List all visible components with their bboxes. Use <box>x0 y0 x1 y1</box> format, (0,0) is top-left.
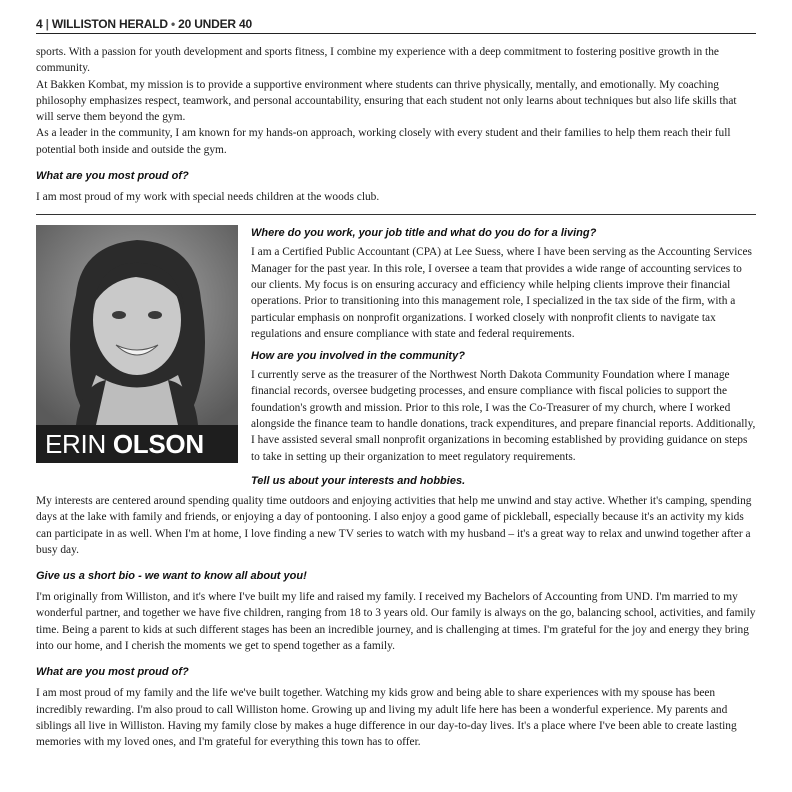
question-heading: What are you most proud of? <box>36 666 189 679</box>
answer-text: I'm originally from Williston, and it's where I've built my life and raised my family. I received my Bachelors of Accounting from UND. I'm married to my wonderful partner, and together we have five children, ranging from 18 to 3 years old. Our family is always on the go, balancing school, activities, and family time. Being a parent to kids at such different stages has been an incredible journey, and is challenging at times. I'm grateful for the joy and energy they bring into our home, and I cherish the moments we get to spend together as a family. <box>36 591 756 653</box>
page-number: 4 <box>36 17 43 31</box>
answer-text: I currently serve as the treasurer of the Northwest North Dakota Community Foundation where I manage financial records, oversee budgeting processes, and ensure compliance with fiscal policies to support the foundation's growth and mission. Prior to this role, I was the Co-Treasurer of my church, where I worked alongside the finance team to handle donations, track expenditures, and prepare financial reports. Additionally, I have assisted several small nonprofit organizations in becoming established by providing guidance on steps to take in setting up their organization to meet regulatory requirements. <box>251 369 756 463</box>
page-header: 4 | WILLISTON HERALD • 20 UNDER 40 <box>36 16 756 34</box>
answer-text: I am most proud of my work with special needs children at the woods club. <box>36 191 380 204</box>
profile-right-column <box>251 225 756 489</box>
answer-text: I am most proud of my family and the life we've built together. Watching my kids grow and being able to share experiences with my spouse has been incredibly rewarding. I'm also proud to call Williston home. Growing up and living my adult life here has been a wonderful experience. My parents and siblings all live in Williston. Having my family close by makes a huge difference in our day-to-day lives. It's a place where I've been able to create lasting memories with my loved ones, and I'm grateful for everything this town has to offer. <box>36 687 737 749</box>
name-label <box>36 425 238 463</box>
profile-photo <box>36 225 238 463</box>
page <box>36 16 756 751</box>
paragraph: At Bakken Kombat, my mission is to provide a supportive environment where students can thrive physically, mentally, and emotionally. My coaching philosophy emphasizes respect, teamwork, and personal accountability, ensuring that each student not only learns about techniques but also life skills that will serve them beyond the gym. <box>36 78 737 124</box>
question-heading: How are you involved in the community? <box>251 350 465 363</box>
question-heading: What are you most proud of? <box>36 170 189 183</box>
answer-text: I am a Certified Public Accountant (CPA) at Lee Suess, where I have been serving as the Accounting Services Manager for the past year. In this role, I oversee a team that provides a wide range of accounting services to our clients. My focus is on ensuring accuracy and efficiency while helping clients improve their financial operations. Prior to transitioning into this management role, I specialized in the tax side of the firm, with a particular emphasis on nonprofit organizations. I worked closely with nonprofit clients to navigate tax regulations and ensure compliance with state and federal requirements. <box>251 246 752 340</box>
first-name: ERIN <box>45 429 106 460</box>
paragraph: sports. With a passion for youth development and sports fitness, I combine my experience with a deep commitment to fostering positive growth in the community. <box>36 46 719 75</box>
section-name: 20 UNDER 40 <box>178 17 252 31</box>
section-divider <box>36 214 756 215</box>
question-heading: Give us a short bio - we want to know all about you! <box>36 570 307 583</box>
profile-full-width <box>36 493 756 751</box>
question-heading: Tell us about your interests and hobbies. <box>251 474 466 487</box>
paragraph: As a leader in the community, I am known for my hands-on approach, working closely with every student and their families to help them reach their full potential both inside and outside the gym. <box>36 127 731 156</box>
portrait-illustration <box>36 225 238 425</box>
previous-profile-continued <box>36 44 756 205</box>
question-heading: Where do you work, your job title and what do you do for a living? <box>251 227 597 240</box>
answer-text: My interests are centered around spending quality time outdoors and enjoying activities that help me unwind and stay active. Whether it's camping, spending days at the lake with family and friends, or enjoying a day of pontooning. I also enjoy a good game of pickleball, especially because it's an activity my kids can participate in as well. When I'm at home, I love finding a new TV series to watch with my husband – it's a great way to relax and unwind together after a busy day. <box>36 494 752 556</box>
last-name: OLSON <box>112 429 204 460</box>
publication-name: WILLISTON HERALD <box>51 17 168 31</box>
profile-erin-olson <box>36 225 756 750</box>
